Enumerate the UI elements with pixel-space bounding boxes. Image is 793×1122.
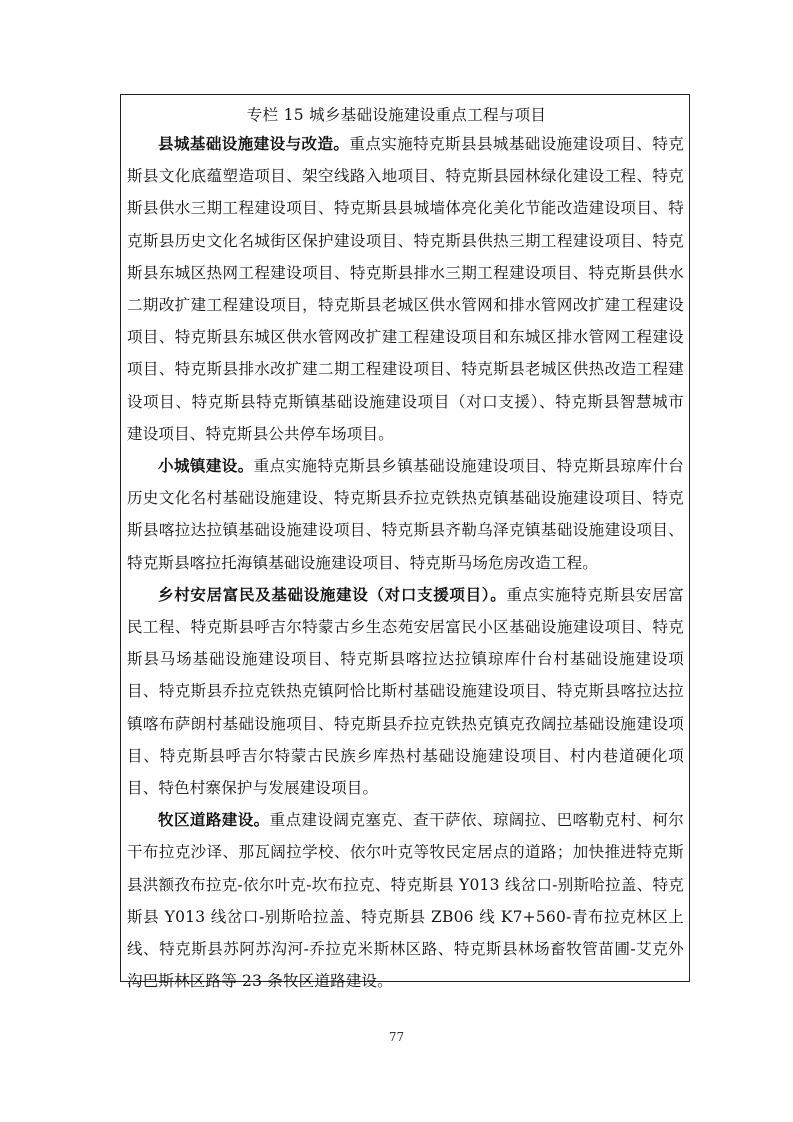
paragraph-text: 重点实施特克斯县乡镇基础设施建设项目、特克斯县琼库什台历史文化名村基础设施建设、特克斯县乔拉克铁热克镇基础设施建设项目、特克斯县喀拉达拉镇基础设施建设项目、特克斯县齐勒乌泽克镇基础设施建设项目、特克斯县喀拉托海镇基础设施建设项目、特克斯马场危房改造工程。	[127, 457, 685, 572]
paragraph-county-infrastructure	[127, 128, 684, 450]
page-number: 77	[388, 1030, 405, 1044]
paragraph-text: 重点建设阔克塞克、查干萨依、琼阔拉、巴喀勒克村、柯尔干布拉克沙译、那瓦阔拉学校、依尔叶克等牧民定居点的道路；加快推进特克斯县洪额孜布拉克-依尔叶克-坎布拉克、特克斯县 Y013 线岔口-别斯哈拉盖、特克斯县 Y013 线岔口-别斯哈拉盖、特克斯县 ZB06 线 K7+560-青布拉克林区上线、特克斯县苏阿苏沟河-乔拉克米斯林区路、特克斯县林场畜牧管苗圃-艾克外沟巴斯林区路等 23 条牧区道路建设。	[127, 811, 685, 991]
paragraph-small-town	[127, 450, 684, 579]
paragraph-heading: 县城基础设施建设与改造。	[158, 134, 350, 153]
paragraph-heading: 小城镇建设。	[158, 456, 254, 476]
paragraph-text: 重点实施特克斯县县城基础设施建设项目、特克斯县文化底蕴塑造项目、架空线路入地项目、特克斯县园林绿化建设工程、特克斯县供水三期工程建设项目、特克斯县县城墙体亮化美化节能改造建设项目、特克斯县历史文化名城街区保护建设项目、特克斯县供热三期工程建设项目、特克斯县东城区热网工程建设项目、特克斯县排水三期工程建设项目、特克斯县供水二期改扩建工程建设项目，特克斯县老城区供水管网和排水管网改扩建工程建设项目、特克斯县东城区供水管网改扩建工程建设项目和东城区排水管网工程建设项目、特克斯县排水改扩建二期工程建设项目、特克斯县老城区供热改造工程建设项目、特克斯县特克斯镇基础设施建设项目（对口支援）、特克斯县智慧城市建设项目、特克斯县公共停车场项目。	[127, 135, 685, 443]
paragraph-pastoral-roads	[127, 804, 684, 997]
column-title: 专栏 15 城乡基础设施建设重点工程与项目	[246, 106, 547, 124]
column-content	[127, 128, 684, 997]
paragraph-heading: 牧区道路建设。	[158, 810, 270, 830]
paragraph-heading: 乡村安居富民及基础设施建设（对口支援项目）。	[158, 584, 507, 604]
paragraph-rural-housing	[127, 579, 684, 804]
paragraph-text: 重点实施特克斯县安居富民工程、特克斯县呼吉尔特蒙古乡生态苑安居富民小区基础设施建设项目、特克斯县马场基础设施建设项目、特克斯县喀拉达拉镇琼库什台村基础设施建设项目、特克斯县乔拉克铁热克镇阿恰比斯村基础设施建设项目、特克斯县喀拉达拉镇喀布萨朗村基础设施项目、特克斯县乔拉克铁热克镇克孜阔拉基础设施建设项目、特克斯县呼吉尔特蒙古民族乡库热村基础设施建设项目、村内巷道硬化项目、特色村寨保护与发展建设项目。	[127, 585, 684, 798]
